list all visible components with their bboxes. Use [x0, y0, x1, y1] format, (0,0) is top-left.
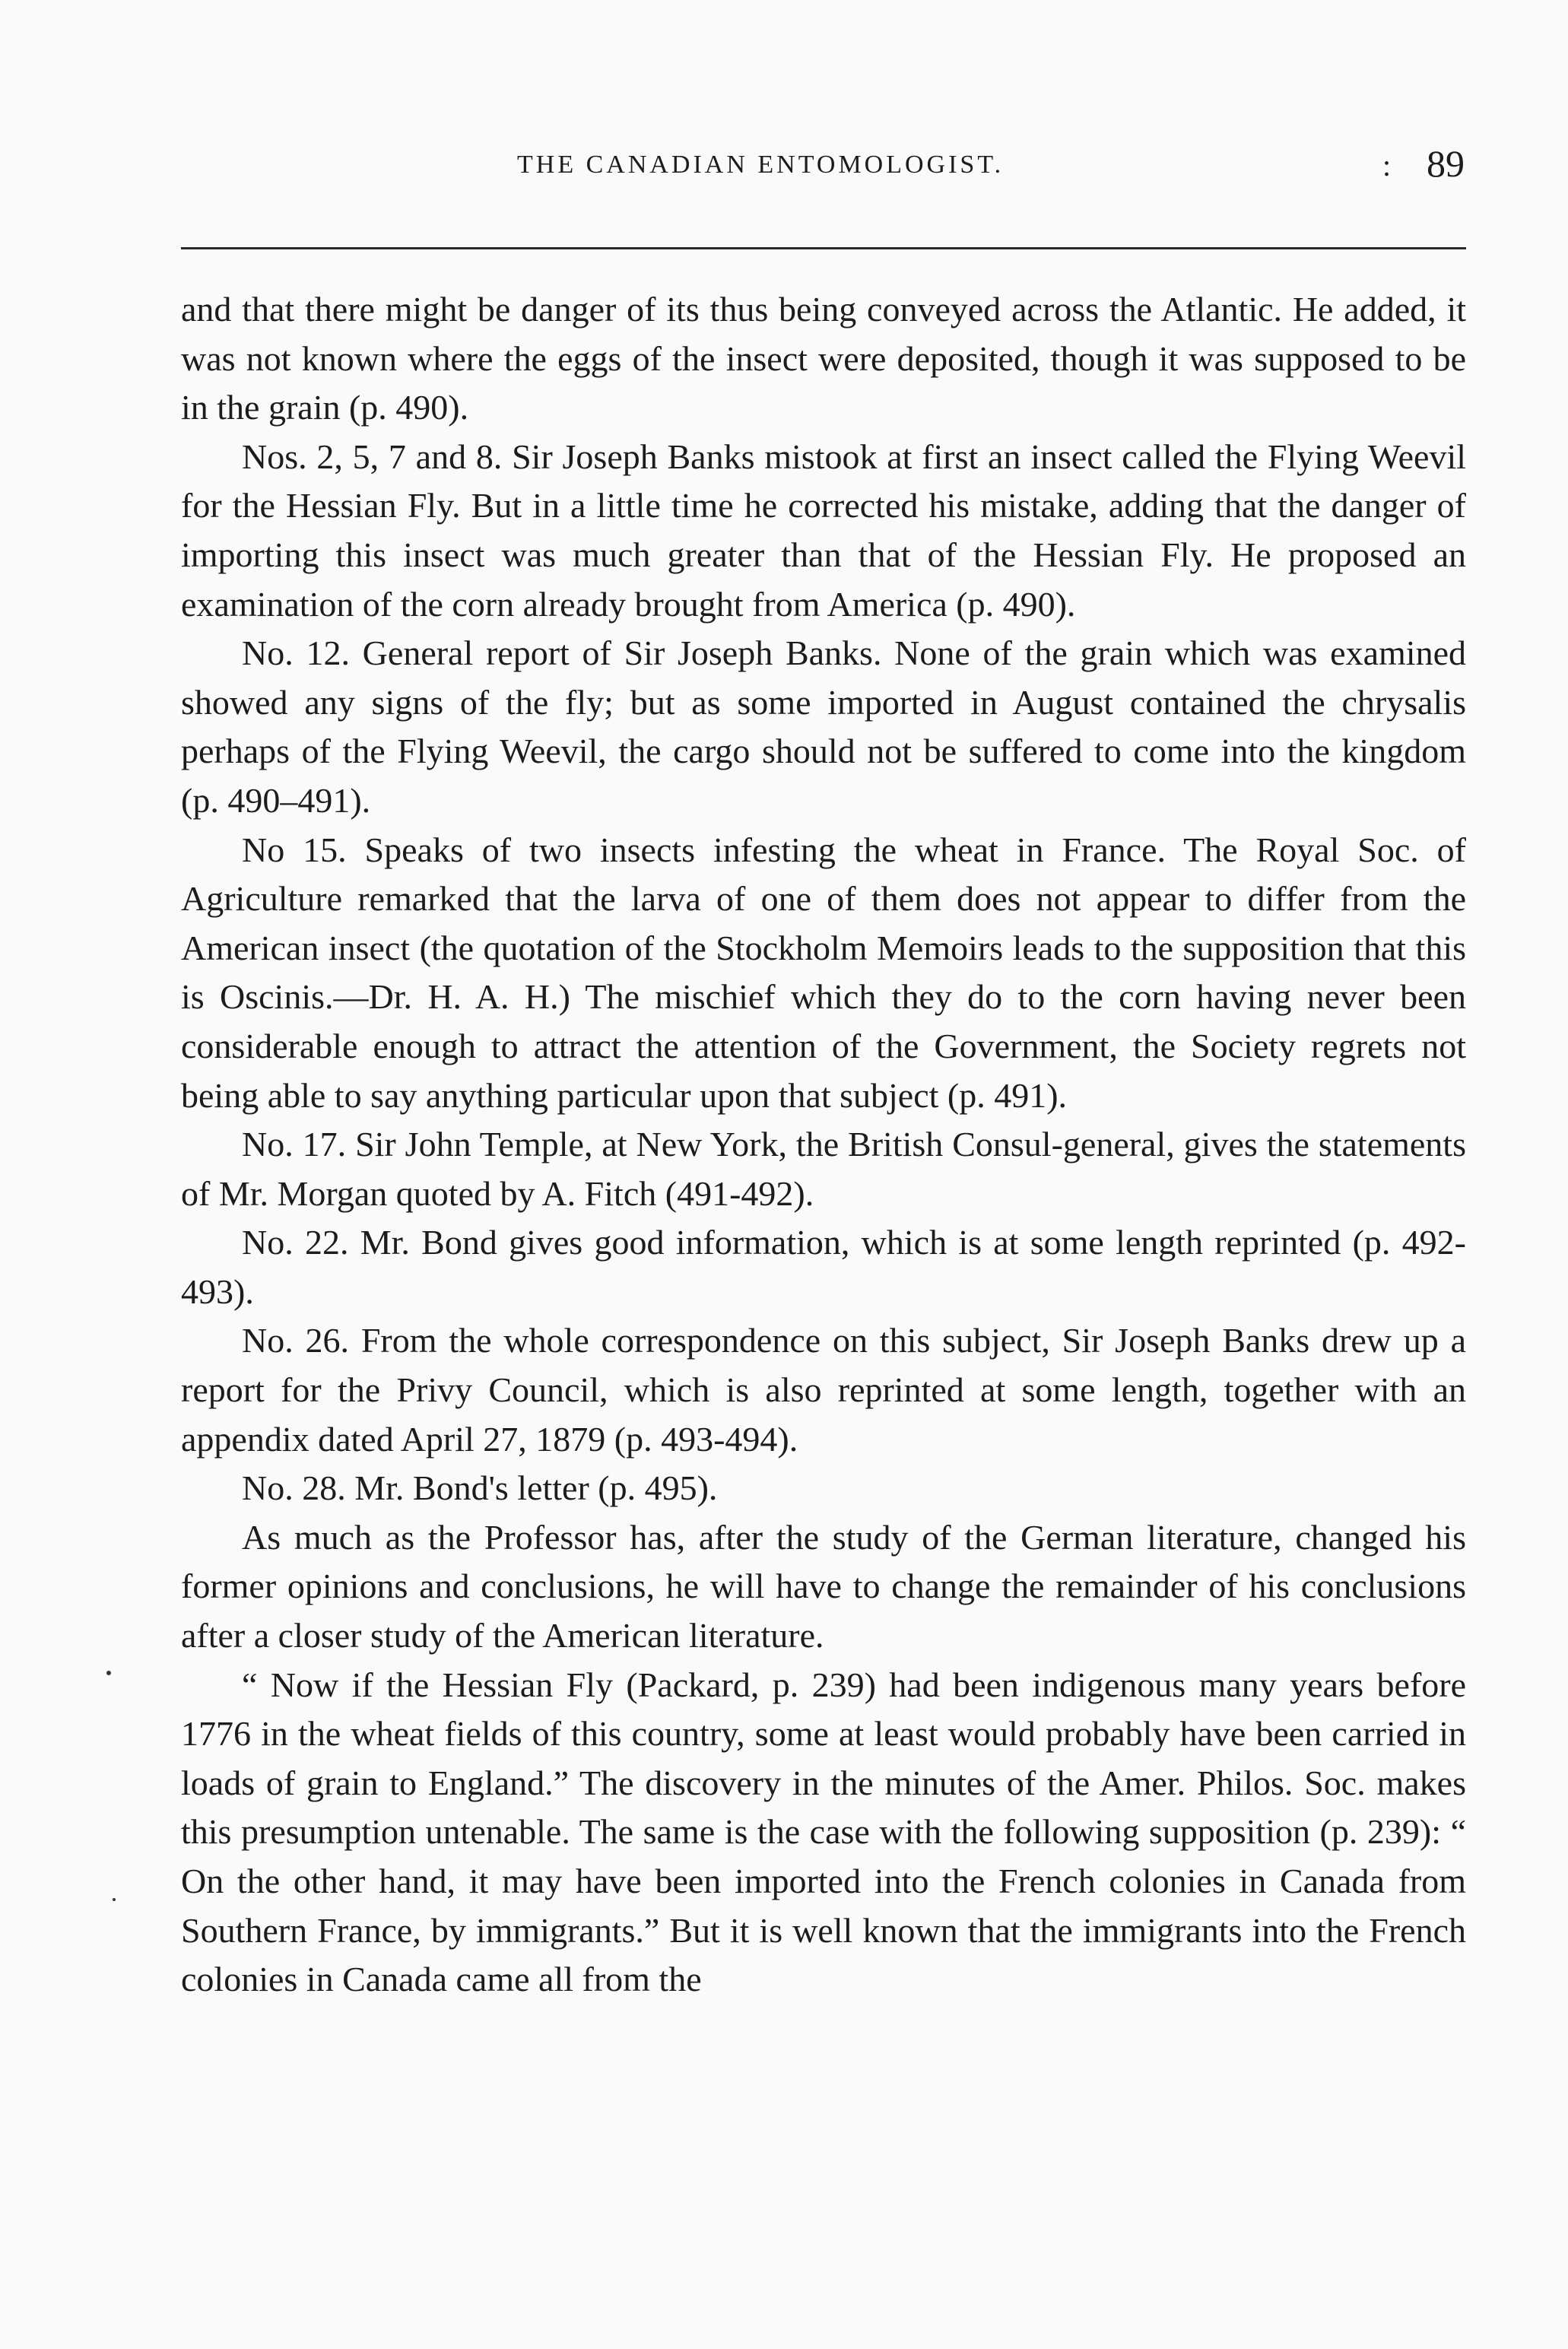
paragraph: As much as the Professor has, after the study of the German literature, changed his former opinions and conclusions, he will have to change the remainder of his conclusions after a closer study of the American literature. — [181, 1517, 1466, 1655]
paragraph: No. 26. From the whole correspondence on this subject, Sir Joseph Banks drew up a report for the Privy Council, which is also reprinted at some length, together with an appendix dated April 27, 1879 (p. 493-494). — [181, 1321, 1466, 1459]
colon-mark: : — [1382, 148, 1392, 183]
paragraph: Nos. 2, 5, 7 and 8. Sir Joseph Banks mistook at first an insect called the Flying Weevil for the Hessian Fly. But in a little time he corrected his mistake, adding that the danger of importing this insect was much greater than that of the Hessian Fly. He proposed an examination of the corn already brought from America (p. 490). — [181, 436, 1466, 624]
paragraph: No. 17. Sir John Temple, at New York, the British Consul-general, gives the statements of Mr. Morgan quoted by A. Fitch (491-492). — [181, 1125, 1466, 1213]
running-head — [181, 142, 1466, 196]
page-number: 89 — [1427, 142, 1465, 185]
header-rule — [181, 247, 1466, 249]
paragraph: No. 12. General report of Sir Joseph Banks. None of the grain which was examined showed any signs of the fly; but as some imported in August contained the chrysalis perhaps of the Flying Weevil, the cargo should not be suffered to come into the kingdom (p. 490–491). — [181, 633, 1466, 820]
paragraph: No 15. Speaks of two insects infesting the wheat in France. The Royal Soc. of Agriculture remarked that the larva of one of them does not appear to differ from the American insect (the quotation of the Stockholm Memoirs leads to the supposition that this is Oscinis.—Dr. H. A. H.) The mischief which they do to the corn having never been considerable enough to attract the attention of the Government, the Society regrets not being able to say anything particular upon that subject (p. 491). — [181, 830, 1466, 1115]
ink-speck — [106, 1671, 111, 1675]
paragraph: No. 22. Mr. Bond gives good information, which is at some length reprinted (p. 492-493). — [181, 1223, 1466, 1311]
ink-speck — [113, 1898, 116, 1901]
paragraph: No. 28. Mr. Bond's letter (p. 495). — [242, 1468, 718, 1508]
body-text — [181, 285, 1466, 2005]
paragraph: and that there might be danger of its thus being conveyed across the Atlantic. He added, it was not known where the eggs of the insect were deposited, though it was supposed to be in the grain (p. 490). — [181, 290, 1466, 427]
paragraph: “ Now if the Hessian Fly (Packard, p. 239) had been indigenous many years before 1776 in the wheat fields of this country, some at least would probably have been carried in loads of grain to England.” The discovery in the minutes of the Amer. Philos. Soc. makes this presumption untenable. The same is the case with the following supposition (p. 239): “ On the other hand, it may have been imported into the French colonies in Canada from Southern France, by immigrants.” But it is well known that the immigrants into the French colonies in Canada came all from the — [181, 1665, 1466, 1999]
running-title: THE CANADIAN ENTOMOLOGIST. — [517, 151, 1005, 179]
